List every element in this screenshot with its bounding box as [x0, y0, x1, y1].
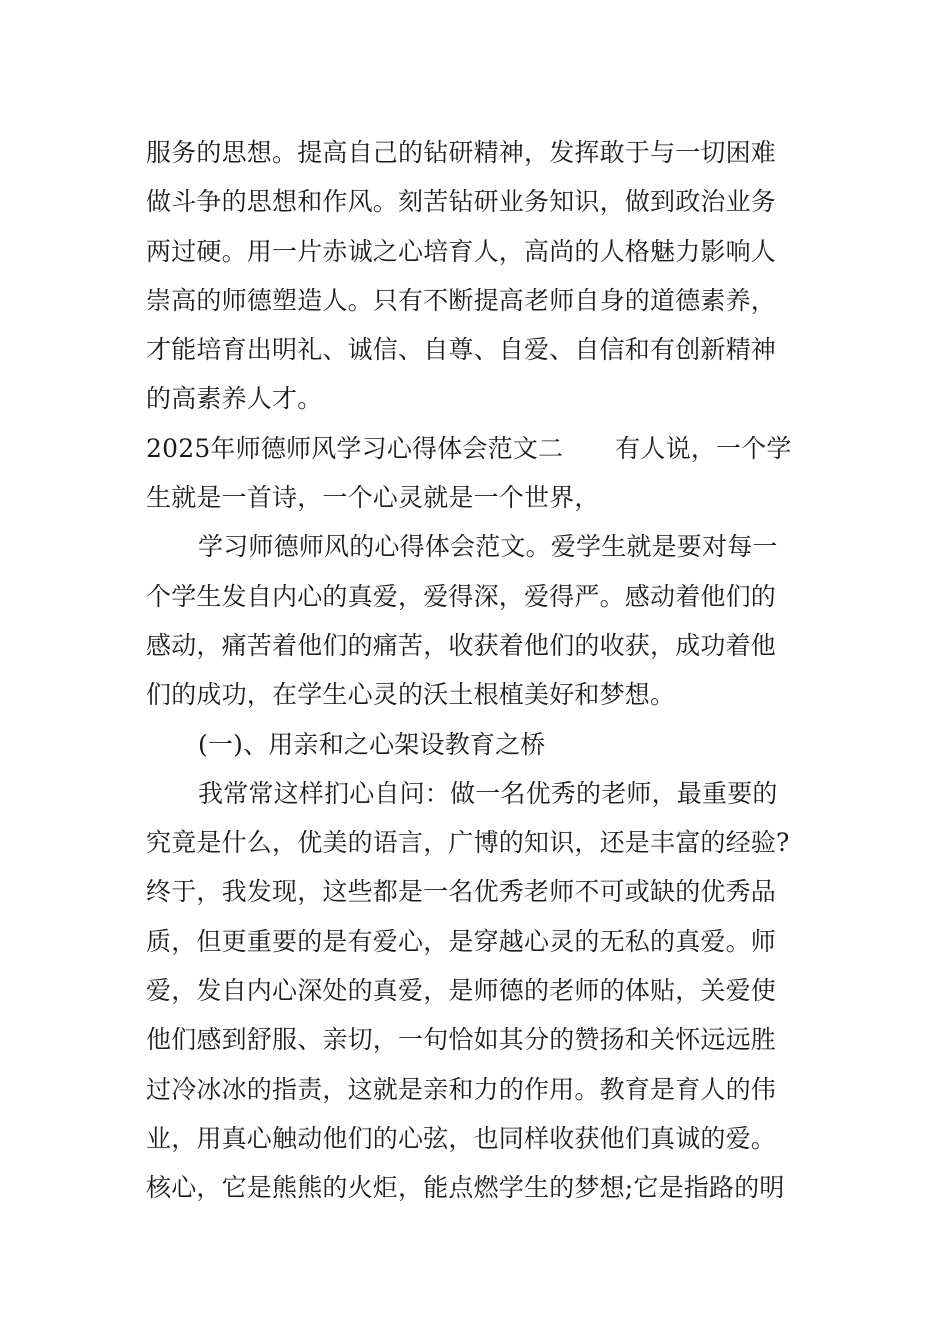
text-line: 的高素养人才。	[146, 384, 323, 414]
text-line: 爱，发自内心深处的真爱，是师德的老师的体贴，关爱使	[146, 976, 777, 1006]
text-line: 感动，痛苦着他们的痛苦，收获着他们的收获，成功着他	[146, 630, 777, 660]
text-line: 他们感到舒服、亲切，一句恰如其分的赞扬和关怀远远胜	[146, 1025, 777, 1055]
text-line: 做斗争的思想和作风。刻苦钻研业务知识，做到政治业务	[146, 187, 777, 217]
text-line: 崇高的师德塑造人。只有不断提高老师自身的道德素养，	[146, 285, 777, 315]
heading-line	[146, 424, 808, 473]
text-line: 终于，我发现，这些都是一名优秀老师不可或缺的优秀品	[146, 877, 777, 907]
section-heading: 2025年师德师风学习心得体会范文二	[146, 433, 564, 463]
text-line: 才能培育出明礼、诚信、自尊、自爱、自信和有创新精神	[146, 335, 777, 365]
subheading-line: (一)、用亲和之心架设教育之桥	[198, 729, 546, 759]
document-page	[146, 128, 808, 1213]
text-line: 两过硬。用一片赤诚之心培育人，高尚的人格魅力影响人	[146, 236, 777, 266]
text-line: 核心，它是熊熊的火炬，能点燃学生的梦想;它是指路的明	[146, 1173, 785, 1203]
text-line: 业，用真心触动他们的心弦，也同样收获他们真诚的爱。	[146, 1123, 777, 1153]
text-line: 生就是一首诗，一个心灵就是一个世界，	[146, 483, 600, 513]
text-line: 服务的思想。提高自己的钻研精神，发挥敢于与一切困难	[146, 138, 777, 167]
paragraph-start-line: 学习师德师风的心得体会范文。爱学生就是要对每一	[198, 532, 778, 562]
text-line: 质，但更重要的是有爱心，是穿越心灵的无私的真爱。师	[146, 926, 777, 956]
text-fragment: 有人说，一个学	[615, 433, 792, 463]
text-line: 究竟是什么，优美的语言，广博的知识，还是丰富的经验?	[146, 828, 790, 858]
paragraph-start-line: 我常常这样扪心自问：做一名优秀的老师，最重要的	[198, 778, 778, 808]
text-line: 过冷冰冰的指责，这就是亲和力的作用。教育是育人的伟	[146, 1074, 777, 1104]
text-line: 们的成功，在学生心灵的沃土根植美好和梦想。	[146, 680, 676, 710]
text-line: 个学生发自内心的真爱，爱得深，爱得严。感动着他们的	[146, 581, 777, 611]
